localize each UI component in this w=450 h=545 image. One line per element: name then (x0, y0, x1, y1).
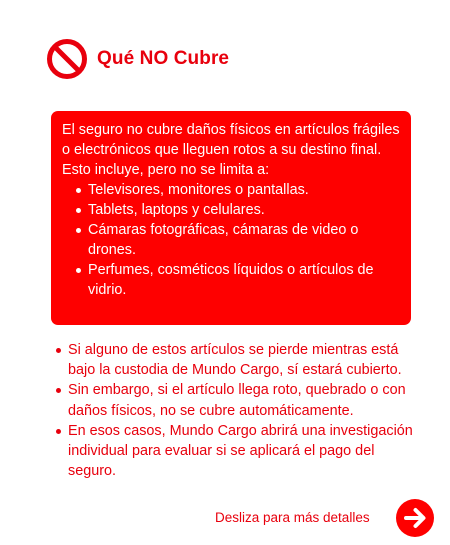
coverage-notes (55, 340, 415, 481)
exclusion-item: Cámaras fotográficas, cámaras de video o drones. (62, 220, 403, 260)
note-item: En esos casos, Mundo Cargo abrirá una investigación individual para evaluar si se aplicará el pago del seguro. (55, 421, 415, 482)
note-item: Sin embargo, si el artículo llega roto, quebrado o con daños físicos, no se cubre automáticamente. (55, 380, 415, 420)
next-button[interactable] (396, 499, 434, 537)
page-title: Qué NO Cubre (97, 48, 230, 69)
exclusion-item: Televisores, monitores o pantallas. (62, 180, 403, 200)
exclusions-list (62, 180, 403, 300)
no-entry-icon (45, 37, 89, 81)
page-header (45, 37, 229, 81)
exclusion-item: Tablets, laptops y celulares. (62, 200, 403, 220)
exclusion-item: Perfumes, cosméticos líquidos o artículos de vidrio. (62, 260, 403, 300)
note-item: Si alguno de estos artículos se pierde mientras está bajo la custodia de Mundo Cargo, sí estará cubierto. (55, 340, 415, 380)
notice-list-intro: Esto incluye, pero no se limita a: (62, 162, 270, 178)
exclusions-notice (51, 111, 411, 325)
swipe-hint-link[interactable]: Desliza para más detalles (215, 510, 370, 525)
arrow-right-circle-icon (396, 499, 434, 537)
notice-intro: El seguro no cubre daños físicos en artículos frágiles o electrónicos que lleguen rotos a su destino final. (62, 122, 400, 158)
